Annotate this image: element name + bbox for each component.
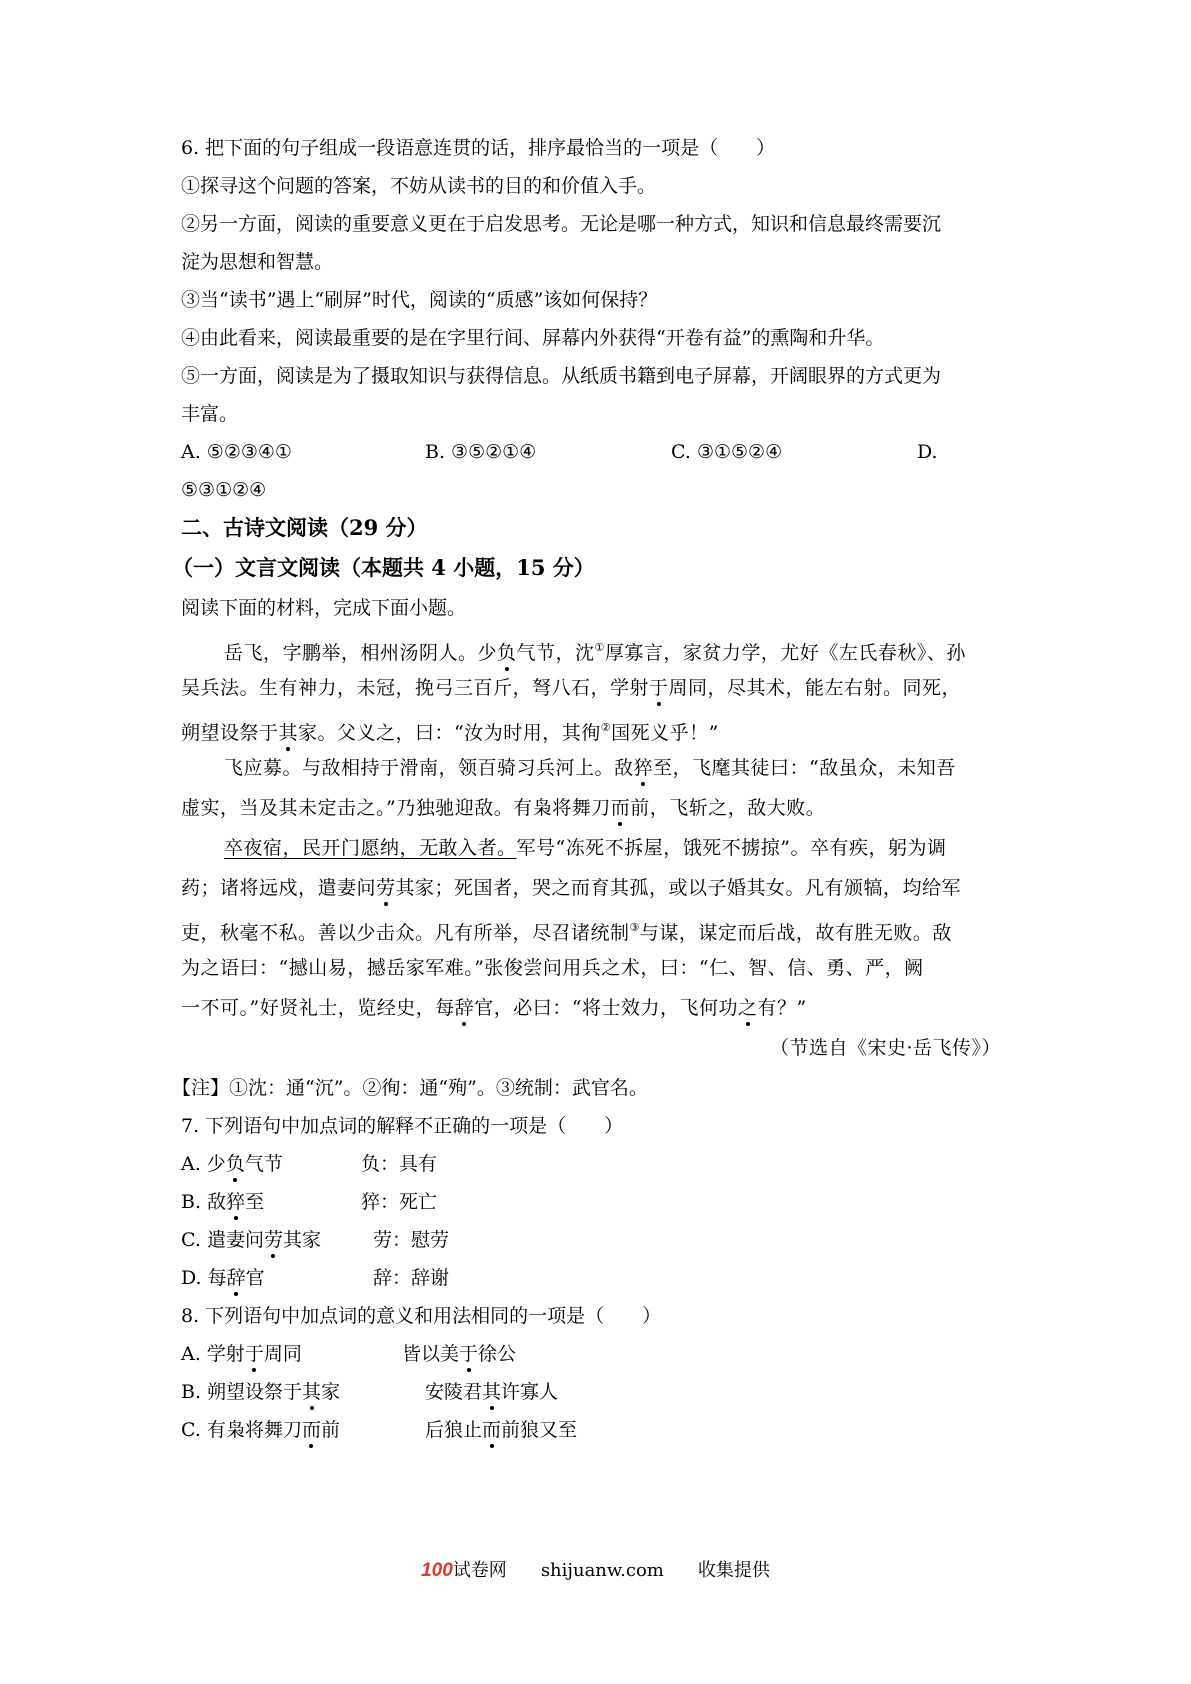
passage-line: 吴兵法。生有神力，未冠，挽弓三百斤，弩八石，学射于周同，尽其术，能左右射。同死，: [181, 677, 962, 699]
dotted-char: 而: [610, 797, 631, 819]
q7-option-c[interactable]: C. 遣妻问劳其家: [181, 1229, 321, 1251]
site-url[interactable]: shijuanw.com: [540, 1560, 664, 1581]
q8-option-c-compare: 后狼止而前狼又至: [425, 1419, 578, 1441]
q8-option-a[interactable]: A. 学射于周同: [181, 1343, 302, 1365]
reading-instruction: 阅读下面的材料，完成下面小题。: [181, 597, 467, 619]
dotted-char: 之: [737, 997, 758, 1019]
q7-option-c-explanation: 劳：慰劳: [373, 1229, 450, 1251]
annotation-note: 【注】①沈：通“沉”。②徇：通“殉”。③统制：武官名。: [172, 1077, 648, 1099]
q6-sentence-2a: ②另一方面，阅读的重要意义更在于启发思考。无论是哪一种方式，知识和信息最终需要沉: [181, 213, 942, 235]
q6-option-d-value: ⑤③①②④: [181, 479, 267, 501]
passage-source: （节选自《宋史·岳飞传》）: [769, 1037, 1001, 1059]
q6-sentence-4: ④由此看来，阅读最重要的是在字里行间、屏幕内外获得“开卷有益”的熏陶和升华。: [181, 327, 885, 349]
q7-option-b-explanation: 猝：死亡: [361, 1191, 438, 1213]
q6-sentence-3: ③当“读书”遇上“刷屏”时代，阅读的“质感”该如何保持？: [181, 289, 658, 311]
q6-option-a[interactable]: A. ⑤②③④①: [181, 441, 292, 463]
q7-option-a-explanation: 负：具有: [361, 1153, 438, 1175]
q7-option-a[interactable]: A. 少负气节: [181, 1153, 283, 1175]
q7-stem: 7. 下列语句中加点词的解释不正确的一项是（ ）: [181, 1115, 624, 1137]
q8-option-b-compare: 安陵君其许寡人: [425, 1381, 559, 1403]
site-logo: 100: [421, 1560, 453, 1581]
q8-option-c[interactable]: C. 有枭将舞刀而前: [181, 1419, 340, 1441]
q6-option-d[interactable]: D.: [917, 441, 938, 463]
dotted-char: 其: [278, 722, 299, 744]
passage-line: 飞应募。与敌相持于滑南，领百骑习兵河上。敌猝至，飞麾其徒曰：“敌虽众，未知吾: [224, 757, 956, 779]
passage-line: 为之语曰：“撼山易，撼岳家军难。”张俊尝问用兵之术，曰：“仁、智、信、勇、严，阙: [181, 957, 924, 979]
dotted-char: 负: [497, 642, 517, 664]
dotted-char: 辞: [454, 997, 475, 1019]
passage-line: 卒夜宿，民开门愿纳，无敢入者。军号“冻死不拆屋，饿死不掳掠”。卒有疾，躬为调: [224, 837, 947, 859]
dotted-char: 劳: [376, 877, 396, 899]
passage-line: 朔望设祭于其家。父义之，曰：“汝为时用，其徇②国死义乎！”: [181, 721, 719, 744]
passage-line: 岳飞，字鹏举，相州汤阴人。少负气节，沈①厚寡言，家贫力学，尤好《左氏春秋》、孙: [224, 641, 966, 664]
q7-option-d-explanation: 辞：辞谢: [373, 1267, 450, 1289]
q6-option-c[interactable]: C. ③①⑤②④: [671, 441, 783, 463]
q6-option-b[interactable]: B. ③⑤②①④: [425, 441, 537, 463]
passage-line: 药；诸将远戍，遣妻问劳其家；死国者，哭之而育其孤，或以子婚其女。凡有颁犒，均给军: [181, 877, 962, 899]
footnote-marker: ①: [594, 641, 605, 654]
page-footer: [0, 1556, 1191, 1582]
q6-sentence-5b: 丰富。: [181, 403, 239, 425]
q7-option-d[interactable]: D. 每辞官: [181, 1267, 265, 1289]
q6-stem: 6. 把下面的句子组成一段语意连贯的话，排序最恰当的一项是（ ）: [181, 137, 776, 159]
q7-option-b[interactable]: B. 敌猝至: [181, 1191, 265, 1213]
underlined-sentence: 卒夜宿，民开门愿纳，无敢入者。: [224, 837, 517, 859]
passage-line: 吏，秋毫不私。善以少击众。凡有所举，尽召诸统制③与谋，谋定而后战，故有胜无败。敌: [181, 921, 952, 944]
q8-stem: 8. 下列语句中加点词的意义和用法相同的一项是（ ）: [181, 1305, 662, 1327]
footnote-marker: ③: [629, 921, 640, 934]
subsection-heading: （一）文言文阅读（本题共 4 小题，15 分）: [172, 555, 595, 580]
passage-line: 一不可。”好贤礼士，览经史，每辞官，必曰：“将士效力，飞何功之有？”: [181, 997, 807, 1019]
footer-credit: 收集提供: [697, 1560, 770, 1581]
q8-option-a-compare: 皆以美于徐公: [402, 1343, 517, 1365]
passage-line: 虚实，当及其未定击之。”乃独驰迎敌。有枭将舞刀而前，飞斩之，敌大败。: [181, 797, 826, 819]
q6-sentence-1: ①探寻这个问题的答案，不妨从读书的目的和价值入手。: [181, 175, 657, 197]
dotted-char: 于: [649, 677, 669, 699]
section-heading: 二、古诗文阅读（29 分）: [181, 515, 428, 540]
site-name: 试卷网: [452, 1560, 507, 1581]
q8-option-b[interactable]: B. 朔望设祭于其家: [181, 1381, 341, 1403]
dotted-char: 猝: [633, 757, 654, 779]
q6-sentence-5a: ⑤一方面，阅读是为了摄取知识与获得信息。从纸质书籍到电子屏幕，开阔眼界的方式更为: [181, 365, 942, 387]
footnote-marker: ②: [600, 721, 612, 734]
q6-sentence-2b: 淀为思想和智慧。: [181, 251, 334, 273]
